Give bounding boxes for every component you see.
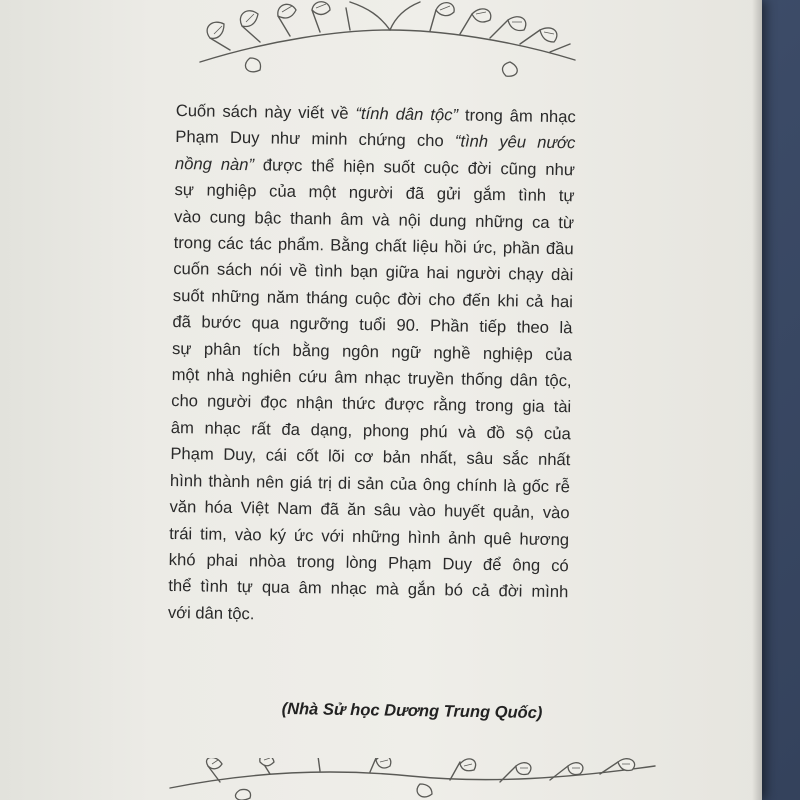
- blurb-line: đã bước qua ngưỡng tuổi 90. Phần tiếp theo là: [172, 312, 573, 338]
- blurb-text: [168, 98, 576, 632]
- leafy-vine-icon: [160, 758, 660, 800]
- blurb-line: khó phai nhòa trong lòng Phạm Duy để ông có: [168, 549, 569, 576]
- blurb-line: suốt những năm tháng cuộc đời cho đến khi cả hai: [172, 285, 574, 312]
- blurb-line: Phạm Duy như minh chứng cho “tình yêu nước: [175, 127, 576, 153]
- blurb-line: âm nhạc rất đa dạng, phong phú và đồ sộ của: [170, 417, 571, 444]
- page-edge-shadow: [752, 0, 762, 800]
- blurb-line: vào cung bậc thanh âm và nội dung những ca từ: [173, 206, 575, 232]
- blurb-line: trong các tác phẩm. Bằng chất liệu hồi ức, phần đầu: [173, 233, 574, 259]
- blurb-line: nồng nàn” được thể hiện suốt cuộc đời cũng như: [174, 153, 576, 180]
- attribution: (Nhà Sử học Dương Trung Quốc): [281, 699, 543, 723]
- blurb-line: Cuốn sách này viết về “tính dân tộc” trong âm nhạc: [175, 100, 576, 127]
- blurb-line: cuốn sách nói về tình bạn giữa hai người chạy dài: [173, 259, 574, 285]
- blurb-line: cho người đọc nhận thức được rằng trong gia tài: [171, 391, 572, 417]
- blurb-line: Phạm Duy, cái cốt lõi cơ bản nhất, sâu sắc nhất: [170, 444, 571, 470]
- blurb-line: trái tim, vào ký ức với những hình ảnh quê hương: [169, 523, 570, 549]
- blurb-line: sự nghiệp của một người đã gửi gắm tình tự: [174, 180, 575, 206]
- blurb-line: với dân tộc.: [167, 602, 255, 624]
- blurb-line: một nhà nghiên cứu âm nhạc truyền thống dân tộc,: [171, 365, 572, 391]
- blurb-line: thể tình tự qua âm nhạc mà gắn bó cả đời mình: [168, 576, 569, 602]
- blurb-line: hình thành nên giá trị di sản của ông chính là gốc rễ: [169, 470, 571, 496]
- leafy-vine-icon: [190, 0, 580, 80]
- blurb-line: văn hóa Việt Nam đã ăn sâu vào huyết quản, vào: [169, 497, 570, 523]
- blurb-line: sự phân tích bằng ngôn ngữ nghề nghiệp của: [171, 338, 573, 364]
